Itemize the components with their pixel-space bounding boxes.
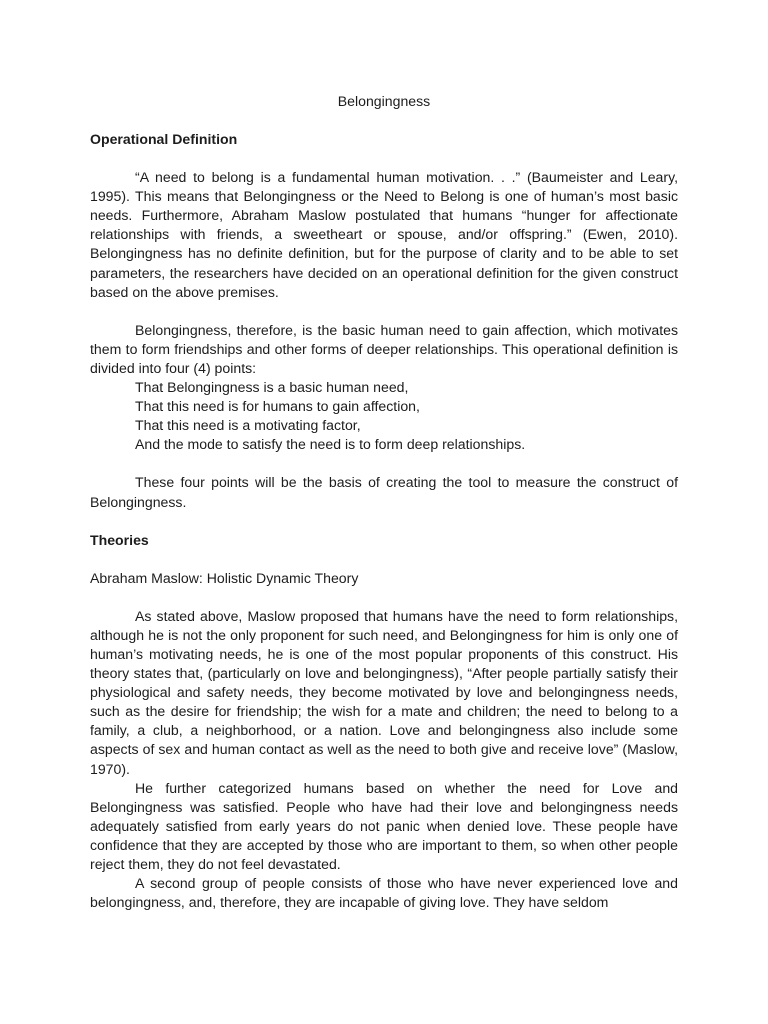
document-title: Belongingness [337, 93, 431, 109]
list-item: And the mode to satisfy the need is to form deep relationships. [135, 436, 526, 453]
operational-definition-paragraph-3: These four points will be the basis of creating the tool to measure the construct of Belongingness. [90, 474, 678, 510]
list-item: That Belongingness is a basic human need, [135, 379, 409, 396]
theories-heading: Theories [90, 531, 149, 548]
operational-definition-points-list [90, 378, 678, 454]
theories-paragraph-2: He further categorized humans based on whether the need for Love and Belongingness was satisfied. People who have had their love and belongingness needs adequately satisfied from early years do not panic when denied love. These people have confidence that they are accepted by those who are important to them, so when other people reject them, they do not feel devastated. [90, 779, 678, 872]
list-item: That this need is for humans to gain affection, [135, 398, 420, 415]
operational-definition-heading: Operational Definition [90, 131, 238, 147]
operational-definition-paragraph-1: “A need to belong is a fundamental human motivation. . .” (Baumeister and Leary, 1995). This means that Belongingness or the Need to Belong is one of human’s most basic needs. Furthermore, Abraham Maslow postulated that humans “hunger for affectionate relationships with friends, a sweetheart or spouse, and/or offspring.” (Ewen, 2010). Belongingness has no definite definition, but for the purpose of clarity and to be able to set parameters, the researchers have decided on an operational definition for the given construct based on the above premises. [90, 169, 678, 300]
theories-paragraph-3: A second group of people consists of those who have never experienced love and belongingness, and, therefore, they are incapable of giving love. They have seldom [90, 875, 678, 911]
list-item: That this need is a motivating factor, [135, 417, 361, 434]
theories-paragraph-1: As stated above, Maslow proposed that humans have the need to form relationships, although he is not the only proponent for such need, and Belongingness for him is only one of human’s motivating needs, he is one of the most popular proponents of this construct. His theory states that, (particularly on love and belongingness), “After people partially satisfy their physiological and safety needs, they become motivated by love and belongingness needs, such as the desire for friendship; the wish for a mate and children; the need to belong to a family, a club, a neighborhood, or a nation. Love and belongingness also include some aspects of sex and human contact as well as the need to both give and receive love” (Maslow, 1970). [90, 607, 678, 777]
operational-definition-paragraph-2: Belongingness, therefore, is the basic human need to gain affection, which motivates them to form friendships and other forms of deeper relationships. This operational definition is divided into four (4) points: [90, 321, 678, 376]
maslow-theory-subheading: Abraham Maslow: Holistic Dynamic Theory [90, 569, 359, 586]
